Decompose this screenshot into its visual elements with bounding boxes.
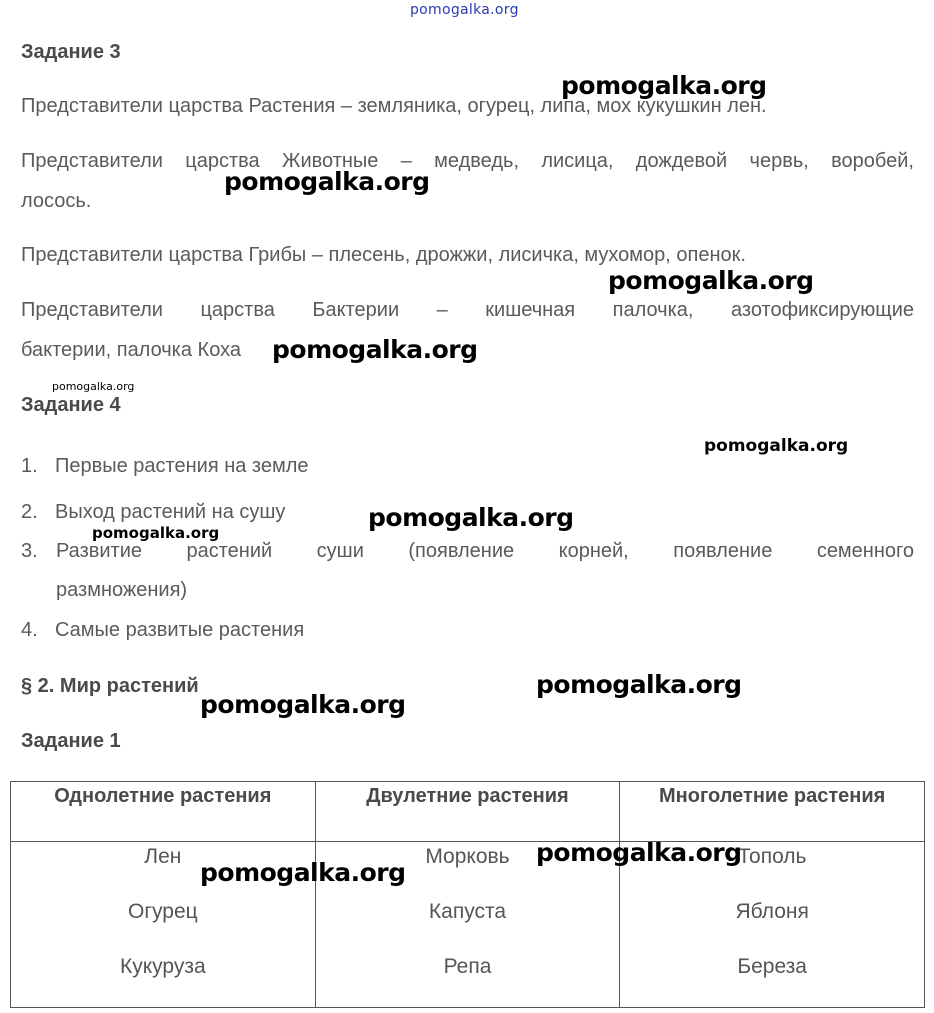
list-item-number: 3. [21, 540, 38, 562]
list-item-number: 2. [21, 501, 38, 523]
task3-paragraph-bacteria-line2: бактерии, палочка Коха [21, 339, 241, 361]
list-item-text: Развитие растений суши (появление корней, появление семенного [56, 540, 914, 562]
task3-paragraph-bacteria-line1: Представители царства Бактерии – кишечная палочка, азотофиксирующие [21, 299, 914, 321]
list-item [21, 455, 309, 478]
table-cell-item: Яблоня [735, 900, 809, 923]
table-cell-item: Морковь [425, 845, 510, 868]
task3-paragraph-plants: Представители царства Растения – земляника, огурец, липа, мох кукушкин лен. [21, 95, 767, 117]
table-cell-item: Капуста [428, 900, 507, 923]
table-header-biennial: Двулетние растения [315, 782, 620, 842]
watermark: pomogalka.org [704, 436, 849, 456]
task4-heading: Задание 4 [21, 394, 121, 416]
table-cell-item: Лен [144, 845, 182, 868]
task3-heading: Задание 3 [21, 41, 121, 63]
list-item-number: 4. [21, 619, 38, 641]
list-item [21, 619, 304, 642]
table-header-row [11, 782, 925, 842]
watermark: pomogalka.org [561, 71, 767, 100]
list-item [21, 501, 285, 524]
list-item-text: Первые растения на земле [55, 455, 309, 477]
task3-paragraph-animals-line2: лосось. [21, 190, 92, 212]
watermark-top: pomogalka.org [410, 2, 519, 18]
watermark: pomogalka.org [536, 838, 742, 867]
table-cell-item: Береза [737, 955, 807, 978]
table-cell-item: Тополь [737, 845, 807, 868]
plants-lifespan-table [10, 781, 925, 1008]
list-item [21, 540, 914, 563]
table-cell-item: Огурец [128, 900, 198, 923]
watermark: pomogalka.org [608, 266, 814, 295]
list-item-number: 1. [21, 455, 38, 477]
watermark: pomogalka.org [200, 858, 406, 887]
watermark: pomogalka.org [368, 503, 574, 532]
table-cell-item: Кукуруза [119, 955, 206, 978]
list-item-text: Выход растений на сушу [55, 501, 286, 523]
table-cell-item: Репа [443, 955, 492, 978]
table-row [11, 842, 925, 1008]
task3-paragraph-animals-line1: Представители царства Животные – медведь, лисица, дождевой червь, воробей, [21, 150, 914, 172]
table-header-perennial: Многолетние растения [620, 782, 925, 842]
table-header-annual: Однолетние растения [11, 782, 316, 842]
watermark: pomogalka.org [272, 335, 478, 364]
watermark: pomogalka.org [92, 524, 220, 542]
watermark: pomogalka.org [200, 690, 406, 719]
watermark: pomogalka.org [536, 670, 742, 699]
task3-paragraph-fungi: Представители царства Грибы – плесень, дрожжи, лисичка, мухомор, опенок. [21, 244, 746, 266]
section-heading: § 2. Мир растений [21, 675, 199, 697]
task1-heading: Задание 1 [21, 730, 121, 752]
list-item-text: Самые развитые растения [55, 619, 305, 641]
watermark: pomogalka.org [224, 167, 430, 196]
watermark: pomogalka.org [52, 380, 135, 393]
list-item-text-continued: размножения) [56, 579, 188, 601]
